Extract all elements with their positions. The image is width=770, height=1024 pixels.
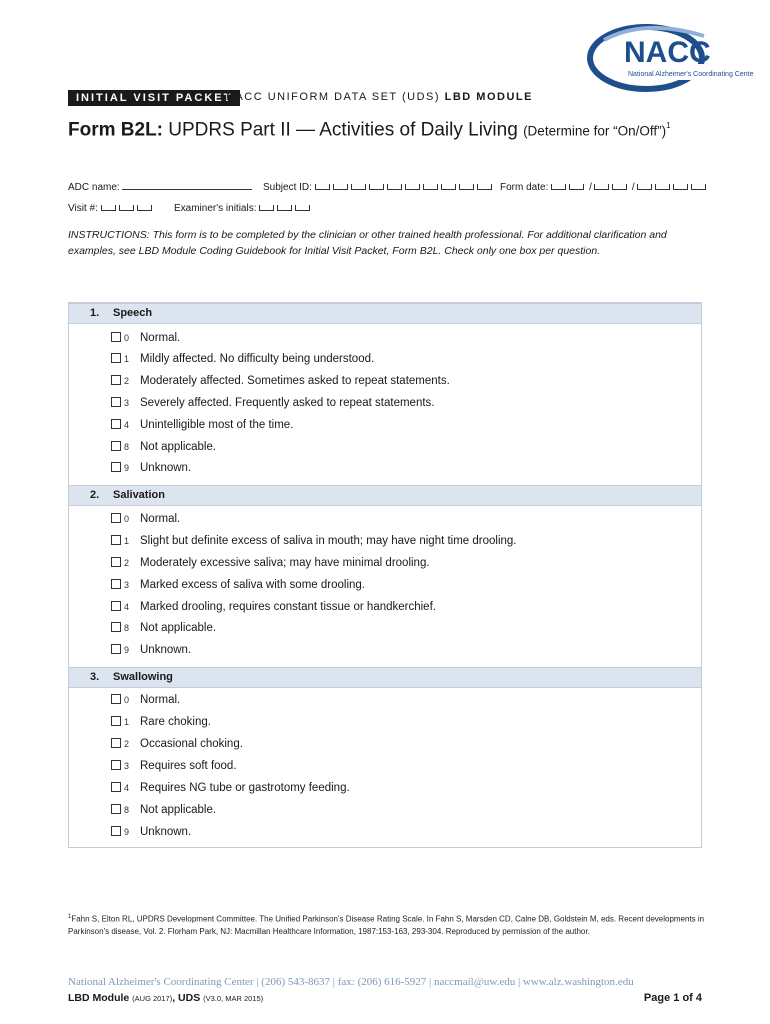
determine-note: (Determine for “On/Off”) — [523, 123, 667, 139]
footnote-mark: 1 — [666, 121, 671, 130]
checkbox[interactable] — [111, 716, 121, 726]
module-label: LBD MODULE — [444, 91, 533, 103]
question-title: Speech — [113, 307, 153, 319]
page-number: Page 1 of 4 — [643, 992, 702, 1004]
checkbox[interactable] — [111, 644, 121, 654]
checkbox[interactable] — [111, 601, 121, 611]
checkbox[interactable] — [111, 353, 121, 363]
question-header-salivation — [69, 485, 701, 506]
checkbox[interactable] — [111, 557, 121, 567]
visit-num-field[interactable] — [68, 203, 155, 215]
option-salivation-0[interactable]: 0 Normal. — [111, 512, 180, 528]
adc-name-field[interactable] — [68, 182, 252, 194]
checkbox[interactable] — [111, 804, 121, 814]
subject-id-field[interactable] — [263, 182, 495, 194]
option-speech-8[interactable]: 8 Not applicable. — [111, 440, 216, 456]
option-swallowing-0[interactable]: 0 Normal. — [111, 693, 180, 709]
subject-id-input[interactable] — [315, 182, 495, 193]
checkbox[interactable] — [111, 332, 121, 342]
option-speech-9[interactable]: 9 Unknown. — [111, 461, 191, 477]
checkbox[interactable] — [111, 375, 121, 385]
instructions: INSTRUCTIONS: This form is to be completed by the clinician or other trained health professional. For additional clarification and examples, see LBD Module Coding Guidebook for Initial Visit Packet, Form B2L. Check only one box per question. — [68, 229, 667, 257]
form-date-label: Form date: — [500, 182, 549, 193]
adc-name-label: ADC name: — [68, 182, 120, 193]
option-salivation-8[interactable]: 8 Not applicable. — [111, 621, 216, 637]
checkbox[interactable] — [111, 760, 121, 770]
option-salivation-9[interactable]: 9 Unknown. — [111, 643, 191, 659]
option-speech-2[interactable]: 2 Moderately affected. Sometimes asked to repeat statements. — [111, 374, 450, 390]
option-swallowing-4[interactable]: 4 Requires NG tube or gastrotomy feeding. — [111, 781, 350, 797]
option-speech-3[interactable]: 3 Severely affected. Frequently asked to repeat statements. — [111, 396, 434, 412]
question-title: Swallowing — [113, 671, 173, 683]
uds-name: UDS — [178, 992, 201, 1004]
question-header-speech — [69, 303, 701, 324]
form-id: Form B2L: — [68, 119, 163, 141]
checkbox[interactable] — [111, 826, 121, 836]
question-number: 2. — [90, 489, 100, 501]
option-swallowing-9[interactable]: 9 Unknown. — [111, 825, 191, 841]
examiner-input[interactable] — [259, 203, 313, 214]
visit-num-label: Visit #: — [68, 203, 98, 214]
checkbox[interactable] — [111, 579, 121, 589]
page-title — [68, 115, 671, 142]
checkbox[interactable] — [111, 535, 121, 545]
module-version: LBD Module (AUG 2017), UDS (V3.0, MAR 2015) — [68, 992, 264, 1004]
uds-label — [226, 91, 533, 103]
examiner-label: Examiner's initials: — [174, 203, 257, 214]
question-title: Salivation — [113, 489, 165, 501]
checkbox[interactable] — [111, 738, 121, 748]
checkbox[interactable] — [111, 513, 121, 523]
checkbox[interactable] — [111, 419, 121, 429]
contact-line: National Alzheimer's Coordinating Center | (206) 543-8637 | fax: (206) 616-5927 | naccmail@uw.edu | www.alz.washington.edu — [68, 976, 634, 988]
question-header-swallowing — [69, 667, 701, 688]
question-number: 3. — [90, 671, 100, 683]
option-salivation-1[interactable]: 1 Slight but definite excess of saliva in mouth; may have night time drooling. — [111, 534, 517, 550]
question-number: 1. — [90, 307, 100, 319]
option-salivation-3[interactable]: 3 Marked excess of saliva with some drooling. — [111, 578, 365, 594]
option-speech-0[interactable]: 0 Normal. — [111, 331, 180, 347]
checkbox[interactable] — [111, 441, 121, 451]
option-swallowing-2[interactable]: 2 Occasional choking. — [111, 737, 243, 753]
module-name: LBD Module — [68, 992, 130, 1004]
nacc-logo — [584, 22, 754, 94]
packet-tag: INITIAL VISIT PACKET — [68, 90, 240, 106]
form-date-input[interactable]: / / — [551, 182, 709, 193]
form-date-field[interactable] — [500, 182, 709, 194]
visit-num-input[interactable] — [101, 203, 155, 214]
checkbox[interactable] — [111, 694, 121, 704]
checkbox[interactable] — [111, 622, 121, 632]
footnote-number: 1 — [68, 914, 72, 920]
option-swallowing-3[interactable]: 3 Requires soft food. — [111, 759, 237, 775]
uds-version: (V3.0, MAR 2015) — [203, 994, 264, 1003]
checkbox[interactable] — [111, 462, 121, 472]
module-date: (AUG 2017) — [132, 994, 173, 1003]
option-speech-4[interactable]: 4 Unintelligible most of the time. — [111, 418, 293, 434]
checkbox[interactable] — [111, 397, 121, 407]
subject-id-label: Subject ID: — [263, 182, 312, 193]
form-name: UPDRS Part II — Activities of Daily Living — [168, 119, 518, 141]
logo-acronym: NACC — [624, 36, 711, 69]
uds-text: NACC UNIFORM DATA SET (UDS) — [226, 91, 441, 103]
footnote-text: Fahn S, Elton RL, UPDRS Development Committee. The Unified Parkinson's Disease Rating Scale. In Fahn S, Marsden CD, Calne DB, Goldstein M, eds. Recent developments in Parkinson's disease, Vol. 2. Florham Park, NJ: Macmillan Healthcare Information, 1987:153-163, 293-304. Reproduced by permission of the author. — [68, 914, 705, 936]
examiner-field[interactable] — [174, 203, 313, 215]
logo-name: National Alzheimer's Coordinating Center — [628, 71, 754, 78]
footnote — [68, 911, 708, 938]
option-swallowing-8[interactable]: 8 Not applicable. — [111, 803, 216, 819]
option-speech-1[interactable]: 1 Mildly affected. No difficulty being understood. — [111, 352, 374, 368]
option-swallowing-1[interactable]: 1 Rare choking. — [111, 715, 211, 731]
option-salivation-4[interactable]: 4 Marked drooling, requires constant tissue or handkerchief. — [111, 600, 436, 616]
option-salivation-2[interactable]: 2 Moderately excessive saliva; may have minimal drooling. — [111, 556, 430, 572]
checkbox[interactable] — [111, 782, 121, 792]
adc-name-input[interactable] — [122, 182, 252, 190]
